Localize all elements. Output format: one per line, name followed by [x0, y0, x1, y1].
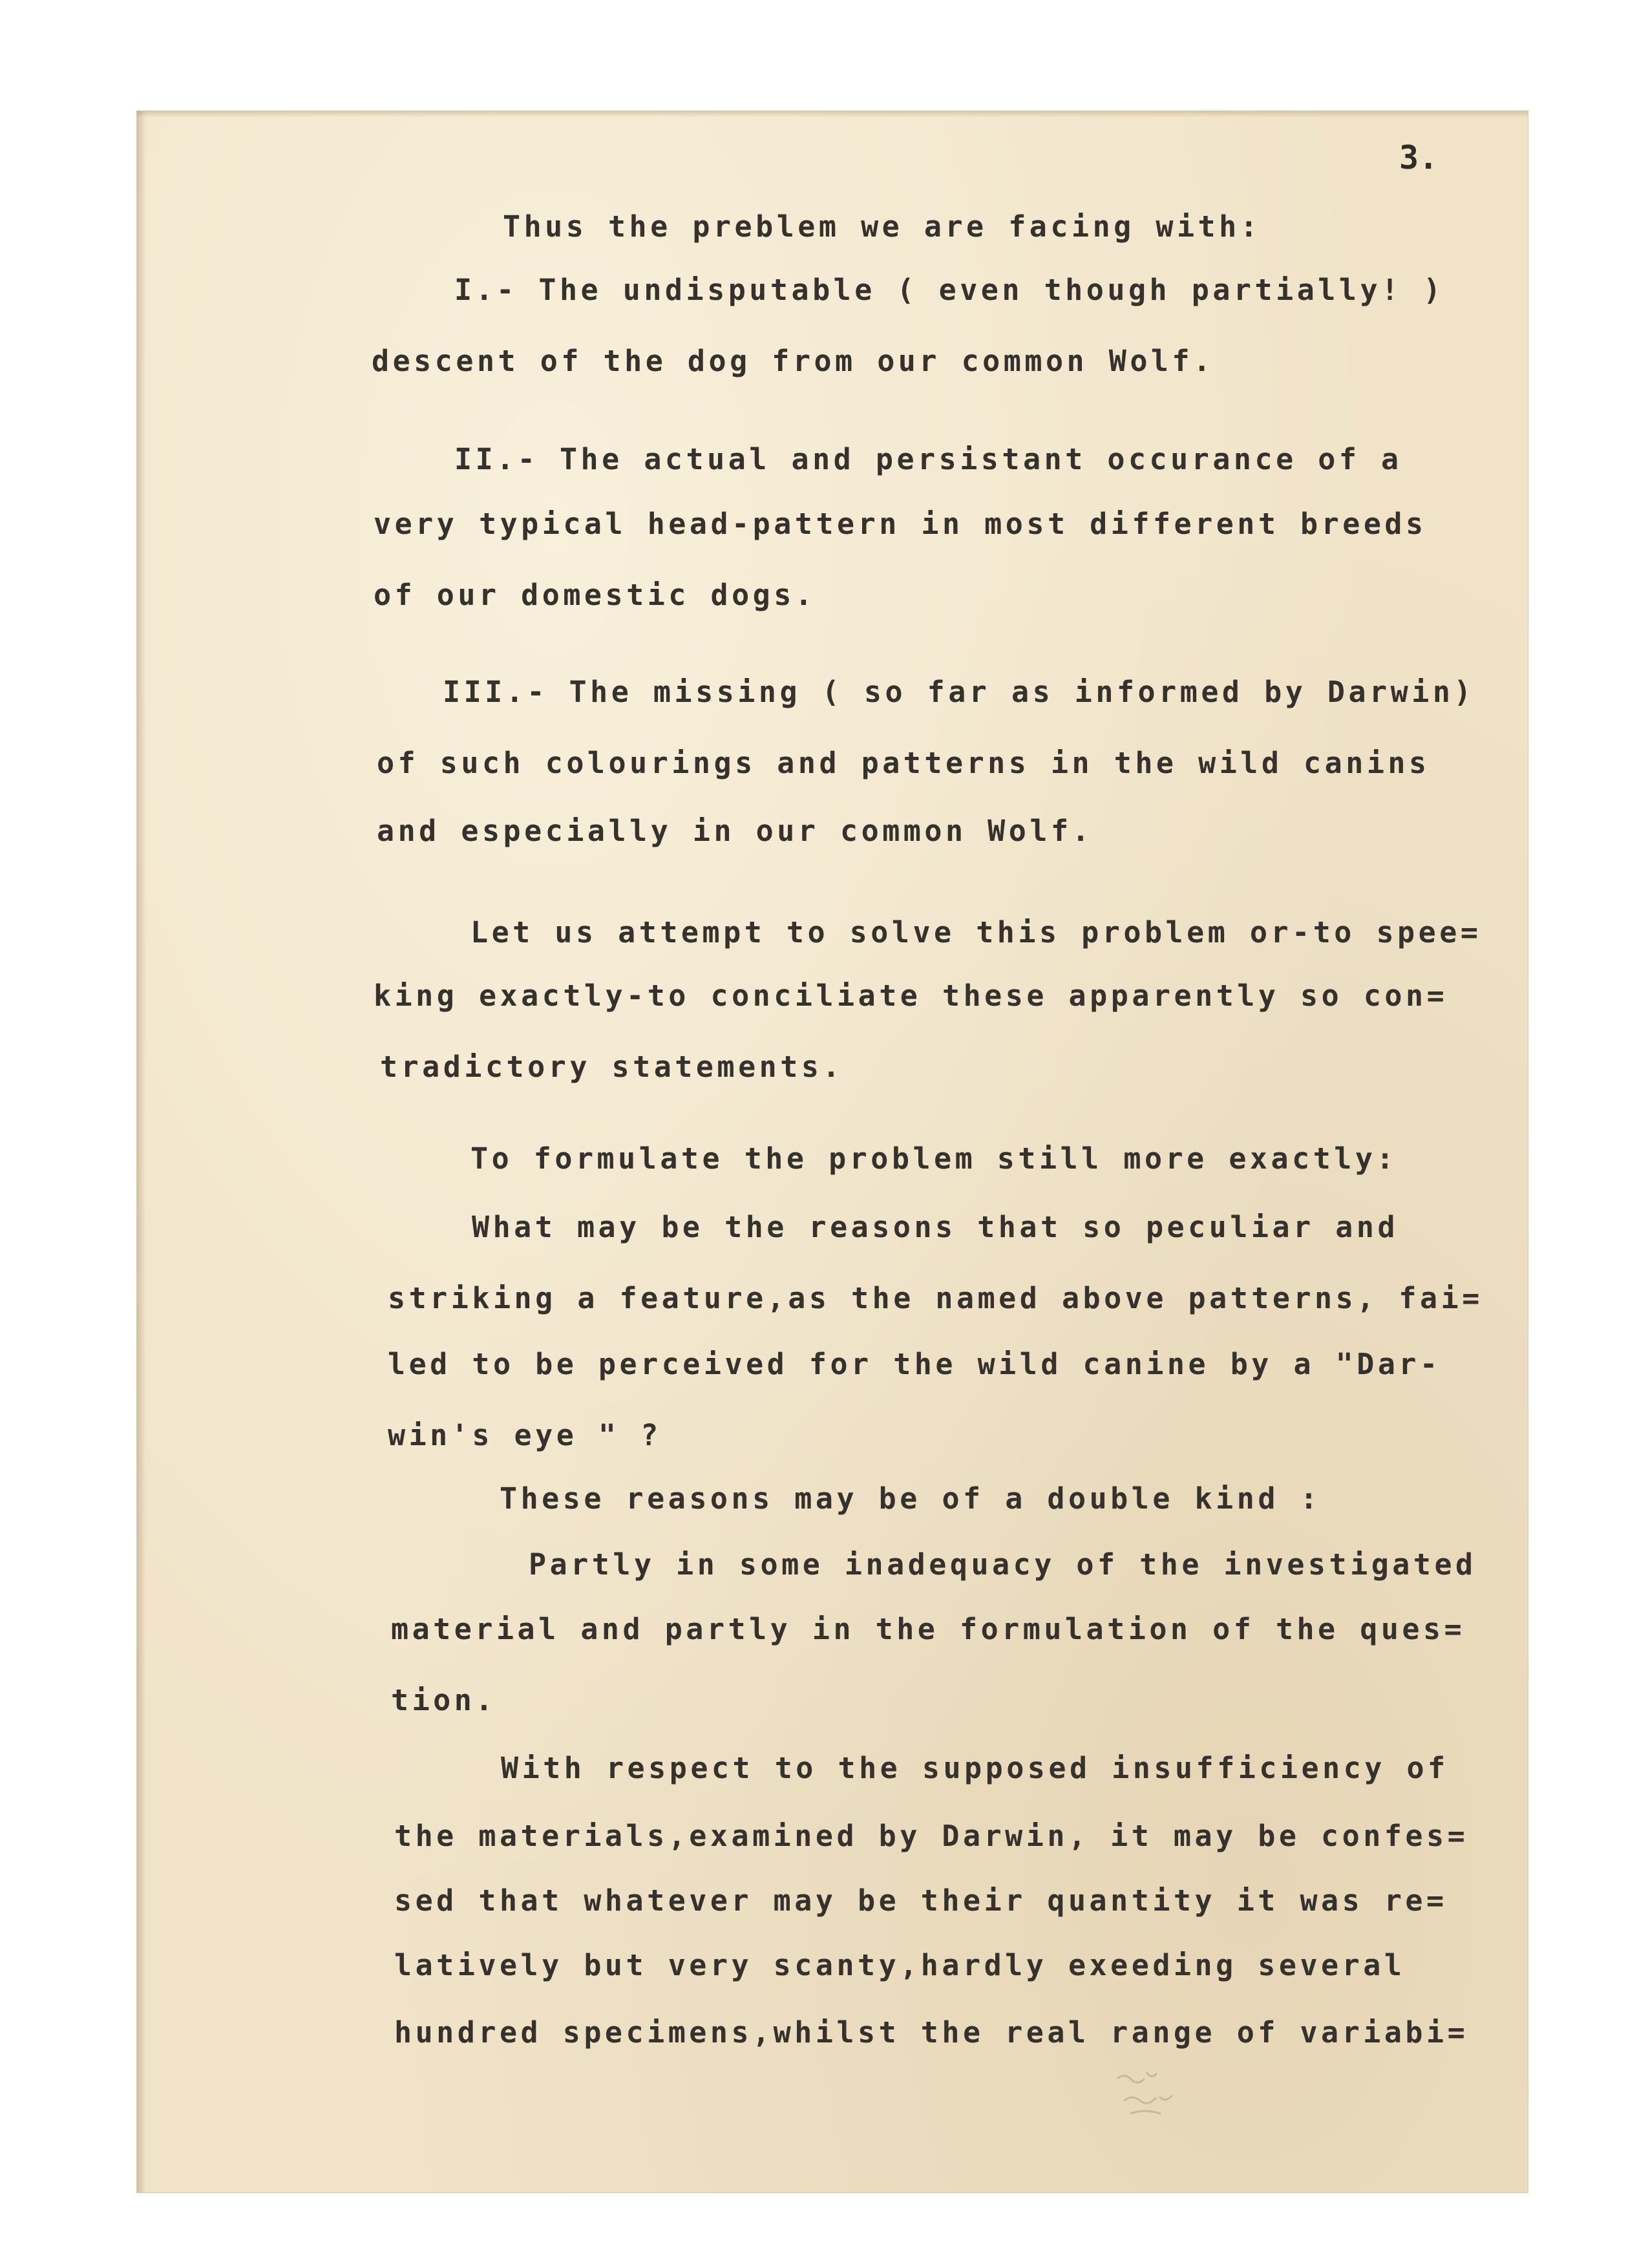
text-line: very typical head-pattern in most different breeds	[374, 507, 1427, 541]
text-line: king exactly-to conciliate these apparently so con=	[374, 979, 1448, 1013]
paper-edge-shadow	[137, 111, 146, 2192]
text-line: Let us attempt to solve this problem or-to spee=	[470, 915, 1482, 949]
text-line: descent of the dog from our common Wolf.	[372, 344, 1214, 378]
text-line: tradictory statements.	[380, 1050, 844, 1084]
paper-edge-shadow	[137, 111, 1528, 118]
text-line: of our domestic dogs.	[374, 578, 816, 612]
text-line: III.- The missing ( so far as informed by Darwin)	[443, 675, 1475, 709]
text-line: To formulate the problem still more exactly:	[470, 1141, 1398, 1176]
text-line: the materials,examined by Darwin, it may be confes=	[394, 1819, 1469, 1853]
text-line: win's eye " ?	[388, 1418, 662, 1452]
faint-pencil-marks	[1112, 2065, 1202, 2123]
text-line: Thus the preblem we are facing with:	[503, 209, 1262, 244]
text-line: tion.	[391, 1683, 496, 1717]
text-line: of such colourings and patterns in the wild canins	[377, 746, 1430, 780]
text-line: sed that whatever may be their quantity it was re=	[394, 1883, 1448, 1918]
text-line: What may be the reasons that so peculiar and	[472, 1210, 1399, 1244]
text-line: and especially in our common Wolf.	[377, 814, 1093, 848]
text-line: led to be perceived for the wild canine by a "Dar-	[388, 1347, 1441, 1381]
page-number: 3.	[1399, 139, 1439, 176]
text-line: II.- The actual and persistant occurance of a	[454, 442, 1402, 476]
text-line: material and partly in the formulation of the ques=	[391, 1612, 1466, 1646]
text-line: These reasons may be of a double kind :	[500, 1481, 1322, 1516]
text-line: striking a feature,as the named above patterns, fai=	[388, 1281, 1483, 1315]
text-line: hundred specimens,whilst the real range of variabi=	[394, 2015, 1469, 2050]
text-line: I.- The undisputable ( even though partially! )	[454, 273, 1444, 307]
text-line: latively but very scanty,hardly exeeding several	[394, 1948, 1406, 1982]
text-line: With respect to the supposed insufficiency of	[501, 1751, 1449, 1785]
text-line: Partly in some inadequacy of the investigated	[529, 1547, 1477, 1582]
